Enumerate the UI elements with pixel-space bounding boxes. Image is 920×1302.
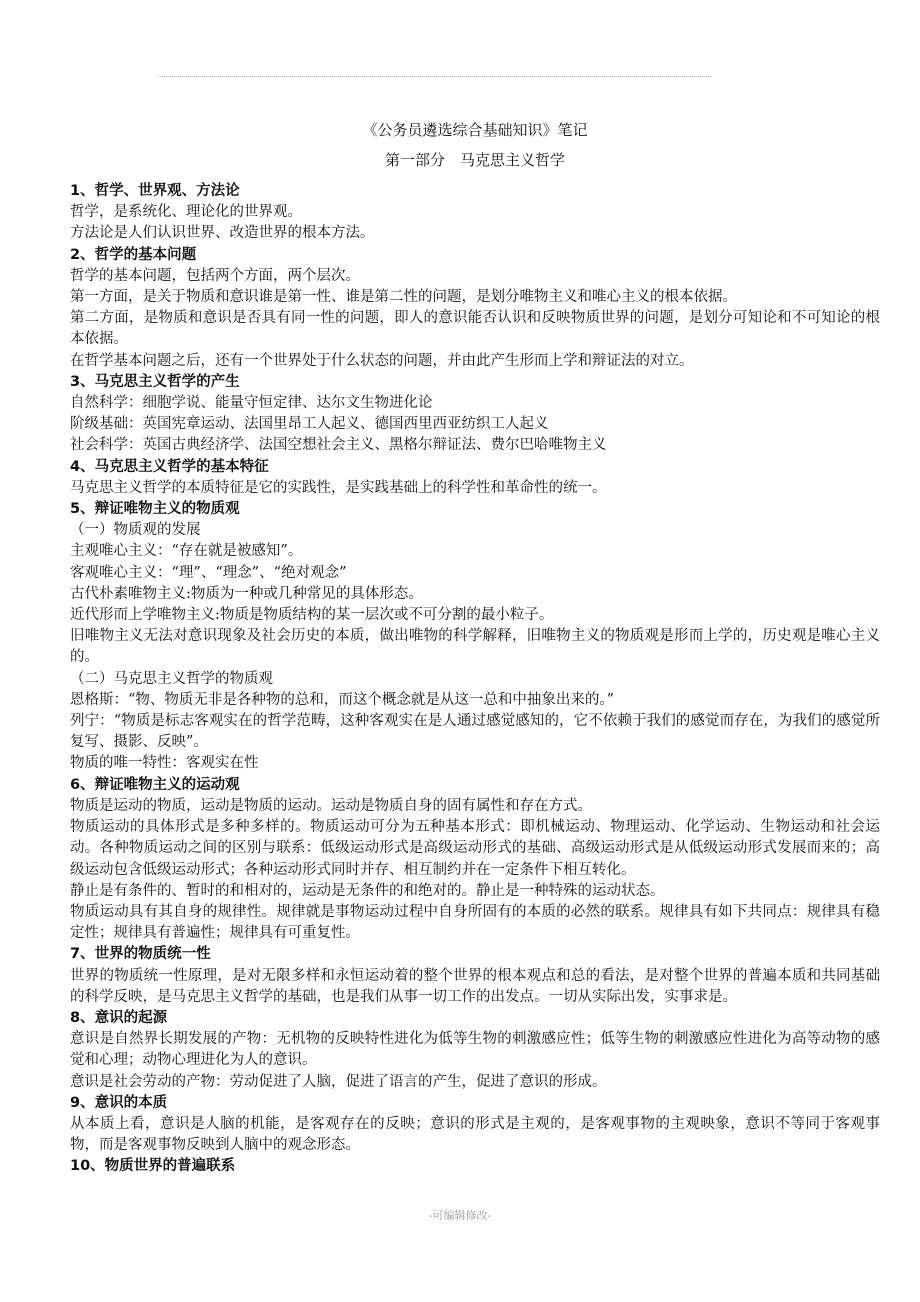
- page-footer: -可编辑修改-: [428, 1209, 492, 1222]
- section-heading: 3、马克思主义哲学的产生: [70, 373, 240, 390]
- body-paragraph: 古代朴素唯物主义:物质为一种或几种常见的具体形态。: [70, 585, 423, 602]
- body-paragraph: 旧唯物主义无法对意识现象及社会历史的本质，做出唯物的科学解释，旧唯物主义的物质观是形而上学的，历史观是唯心主义的。: [70, 628, 880, 666]
- section-heading: 1、哲学、世界观、方法论: [70, 183, 240, 199]
- section-heading: 6、辩证唯物主义的运动观: [70, 776, 240, 793]
- body-paragraph: 物质运动具有其自身的规律性。规律就是事物运动过程中自身所固有的本质的必然的联系。规律具有如下共同点：规律具有稳定性；规律具有普遍性；规律具有可重复性。: [70, 903, 880, 942]
- body-paragraph: 主观唯心主义：“存在就是被感知”。: [70, 543, 303, 560]
- body-paragraph: 自然科学：细胞学说、能量守恒定律、达尔文生物进化论: [70, 395, 433, 412]
- part-title: 第一部分 马克思主义哲学: [384, 151, 565, 169]
- body-paragraph: 社会科学：英国古典经济学、法国空想社会主义、黑格尔辩证法、费尔巴哈唯物主义: [70, 437, 607, 454]
- document-title: 《公务员遴选综合基础知识》笔记: [362, 121, 588, 139]
- section-heading: 8、意识的起源: [70, 1009, 168, 1026]
- body-paragraph: 列宁：“物质是标志客观实在的哲学范畴，这种客观实在是人通过感觉感知的，它不依赖于我们的感觉而存在，为我们的感觉所复写、摄影、反映”。: [70, 713, 880, 751]
- body-paragraph: 在哲学基本问题之后，还有一个世界处于什么状态的问题，并由此产生形而上学和辩证法的对立。: [70, 352, 694, 369]
- body-paragraph: 马克思主义哲学的本质特征是它的实践性，是实践基础上的科学性和革命性的统一。: [70, 479, 607, 496]
- body-paragraph: 第二方面，是物质和意识是否具有同一性的问题，即人的意识能否认识和反映物质世界的问题，是划分可知论和不可知论的根本依据。: [70, 310, 880, 348]
- body-paragraph: 哲学，是系统化、理论化的世界观。: [70, 204, 302, 221]
- body-paragraph: 从本质上看，意识是人脑的机能，是客观存在的反映；意识的形式是主观的，是客观事物的主观映象，意识不等同于客观事物，而是客观事物反映到人脑中的观念形态。: [70, 1115, 880, 1154]
- section-heading: 5、辩证唯物主义的物质观: [70, 501, 240, 518]
- body-paragraph: 物质的唯一特性：客观实在性: [70, 755, 259, 772]
- body-paragraph: 物质运动的具体形式是多种多样的。物质运动可分为五种基本形式：即机械运动、物理运动、化学运动、生物运动和社会运动。各种物质运动之间的区别与联系：低级运动形式是高级运动形式的基础、高级运动形式是从低级运动形式发展而来的；高级运动包含低级运动形式；各种运动形式同时并存、相互制约并在一定条件下相互转化。: [70, 819, 880, 878]
- section-heading: 7、世界的物质统一性: [70, 946, 211, 963]
- section-heading: 2、哲学的基本问题: [70, 246, 197, 263]
- body-paragraph: 意识是自然界长期发展的产物：无机物的反映特性进化为低等生物的刺激感应性；低等生物的刺激感应性进化为高等动物的感觉和心理；动物心理进化为人的意识。: [70, 1031, 880, 1069]
- body-paragraph: 阶级基础：英国宪章运动、法国里昂工人起义、德国西里西亚纺织工人起义: [70, 416, 549, 433]
- body-paragraph: （二）马克思主义哲学的物质观: [70, 670, 273, 687]
- body-paragraph: 意识是社会劳动的产物：劳动促进了人脑，促进了语言的产生，促进了意识的形成。: [70, 1073, 607, 1090]
- body-paragraph: 静止是有条件的、暂时的和相对的，运动是无条件的和绝对的。静止是一种特殊的运动状态。: [70, 882, 665, 899]
- body-paragraph: 客观唯心主义：“理”、“理念”、“绝对观念”: [70, 564, 347, 581]
- body-paragraph: 近代形而上学唯物主义:物质是物质结构的某一层次或不可分割的最小粒子。: [70, 607, 554, 624]
- body-paragraph: 方法论是人们认识世界、改造世界的根本方法。: [70, 225, 375, 242]
- section-heading: 4、马克思主义哲学的基本特征: [70, 458, 269, 475]
- section-heading: 10、物质世界的普遍联系: [70, 1158, 236, 1175]
- body-paragraph: 哲学的基本问题，包括两个方面，两个层次。: [70, 267, 360, 284]
- body-paragraph: 第一方面，是关于物质和意识谁是第一性、谁是第二性的问题，是划分唯物主义和唯心主义的根本依据。: [70, 289, 737, 306]
- section-heading: 9、意识的本质: [70, 1094, 168, 1111]
- header-rule: [158, 76, 711, 77]
- body-paragraph: 恩格斯：“物、物质无非是各种物的总和，而这个概念就是从这一总和中抽象出来的。”: [70, 691, 615, 708]
- body-paragraph: 世界的物质统一性原理，是对无限多样和永恒运动着的整个世界的根本观点和总的看法，是对整个世界的普遍本质和共同基础的科学反映，是马克思主义哲学的基础，也是我们从事一切工作的出发点。一切从实际出发，实事求是。: [70, 967, 880, 1005]
- document-body: [70, 181, 880, 1178]
- body-paragraph: （一）物质观的发展: [70, 522, 201, 539]
- body-paragraph: 物质是运动的物质，运动是物质的运动。运动是物质自身的固有属性和存在方式。: [70, 797, 592, 814]
